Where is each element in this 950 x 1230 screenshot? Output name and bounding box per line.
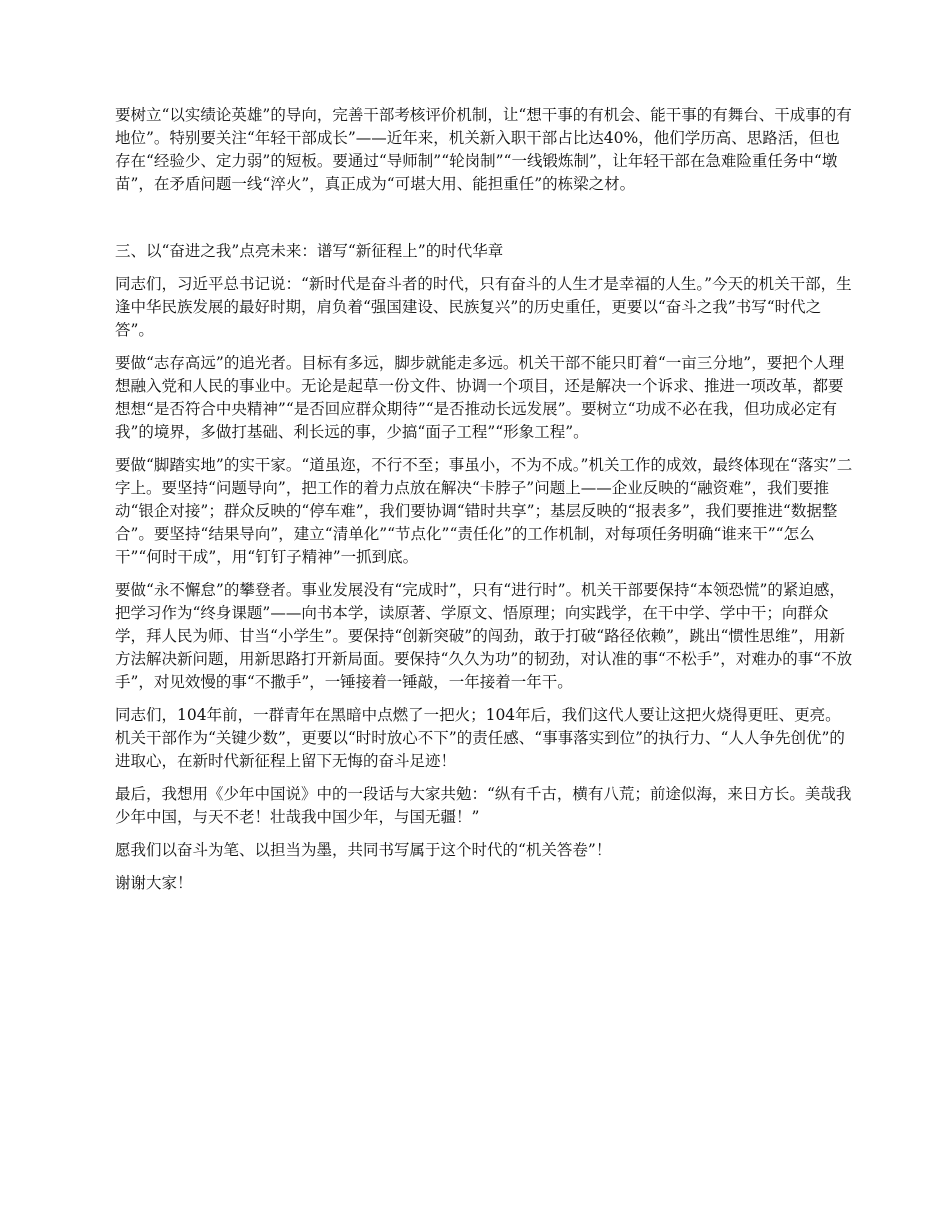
document-body bbox=[115, 104, 855, 905]
paragraph-aspiration: 要做“志存高远”的追光者。目标有多远，脚步就能走多远。机关干部不能只盯着“一亩三分地”，要把个人理想融入党和人民的事业中。无论是起草一份文件、协调一个项目，还是解决一个诉求、推进一项改革，都要想想“是否符合中央精神”“是否回应群众期待”“是否推动长远发展”。要树立“功成不必在我，但功成必定有我”的境界，多做打基础、利长远的事，少搞“面子工程”“形象工程”。 bbox=[115, 354, 845, 441]
intro-paragraph: 要树立“以实绩论英雄”的导向，完善干部考核评价机制，让“想干事的有机会、能干事的有舞台、干成事的有地位”。特别要关注“年轻干部成长”——近年来，机关新入职干部占比达40%，他们学历高、思路活，但也存在“经验少、定力弱”的短板。要通过“导师制”“轮岗制”“一线锻炼制”，让年轻干部在急难险重任务中“墩苗”，在矛盾问题一线“淬火”，真正成为“可堪大用、能担重任”的栋梁之材。 bbox=[115, 106, 852, 193]
section-heading: 三、以“奋进之我”点亮未来：谱写“新征程上”的时代华章 bbox=[115, 242, 504, 260]
paragraph-opening: 同志们，习近平总书记说：“新时代是奋斗者的时代，只有奋斗的人生才是幸福的人生。”今天的机关干部，生逢中华民族发展的最好时期，肩负着“强国建设、民族复兴”的历史重任，更要以“奋斗之我”书写“时代之答”。 bbox=[115, 275, 852, 339]
paragraph-wish: 愿我们以奋斗为笔、以担当为墨，共同书写属于这个时代的“机关答卷”！ bbox=[115, 841, 612, 859]
paragraph-perseverance: 要做“永不懈怠”的攀登者。事业发展没有“完成时”，只有“进行时”。机关干部要保持“本领恐慌”的紧迫感，把学习作为“终身课题”——向书本学，读原著、学原文、悟原理；向实践学，在干中学、学中干；向群众学，拜人民为师、甘当“小学生”。要保持“创新突破”的闯劲，敢于打破“路径依赖”，跳出“惯性思维”，用新方法解决新问题，用新思路打开新局面。要保持“久久为功”的韧劲，对认准的事“不松手”，对难办的事“不放手”，对见效慢的事“不撒手”，一锤接着一锤敲，一年接着一年干。 bbox=[115, 581, 853, 691]
paragraph-quote: 最后，我想用《少年中国说》中的一段话与大家共勉：“纵有千古，横有八荒；前途似海，来日方长。美哉我少年中国，与天不老！壮哉我中国少年，与国无疆！” bbox=[115, 785, 852, 826]
paragraph-closing: 同志们，104年前，一群青年在黑暗中点燃了一把火；104年后，我们这代人要让这把火烧得更旺、更亮。机关干部作为“关键少数”，更要以“时时放心不下”的责任感、“事事落实到位”的执行力、“人人争先创优”的进取心，在新时代新征程上留下无悔的奋斗足迹！ bbox=[115, 706, 845, 770]
paragraph-practical: 要做“脚踏实地”的实干家。“道虽迩，不行不至；事虽小，不为不成。”机关工作的成效，最终体现在“落实”二字上。要坚持“问题导向”，把工作的着力点放在解决“卡脖子”问题上——企业反映的“融资难”，我们要推动“银企对接”；群众反映的“停车难”，我们要协调“错时共享”；基层反映的“报表多”，我们要推进“数据整合”。要坚持“结果导向”，建立“清单化”“节点化”“责任化”的工作机制，对每项任务明确“谁来干”“怎么干”“何时干成”，用“钉钉子精神”一抓到底。 bbox=[115, 456, 853, 566]
paragraph-thanks: 谢谢大家！ bbox=[115, 874, 193, 892]
